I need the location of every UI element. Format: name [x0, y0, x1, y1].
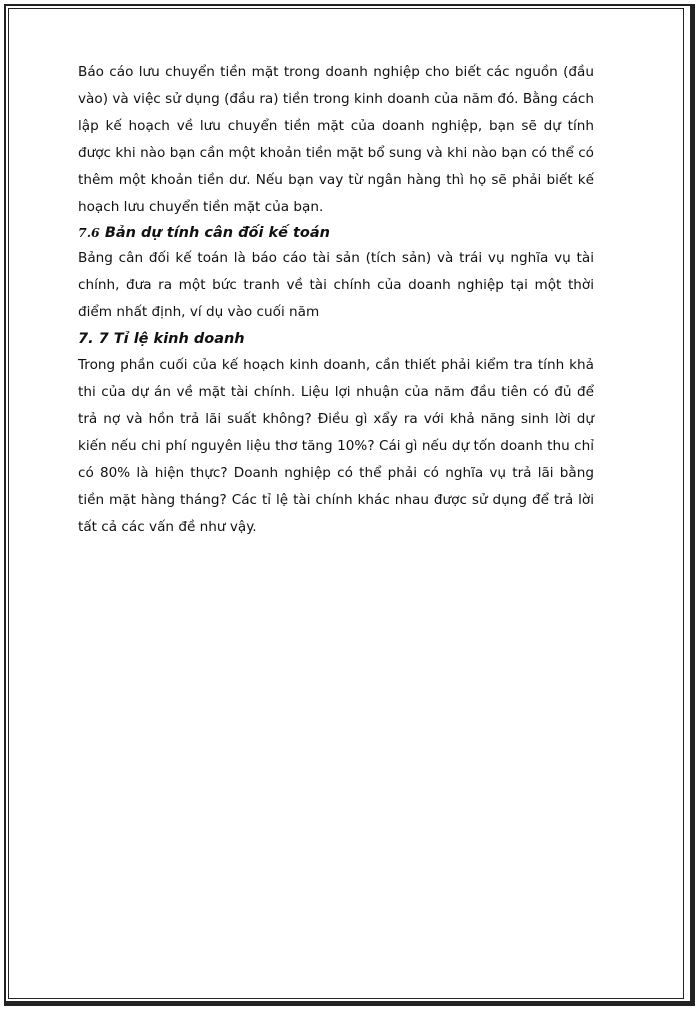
- section-7-6-number: 7.6: [78, 225, 100, 240]
- section-7-6-title: Bản dự tính cân đối kế toán: [104, 225, 331, 241]
- intro-paragraph: Báo cáo lưu chuyển tiền mặt trong doanh nghiệp cho biết các nguồn (đầu vào) và việc sử dụng (đầu ra) tiền trong kinh doanh của năm đó. Bằng cách lập kế hoạch về lưu chuyển tiền mặt của doanh nghiệp, bạn sẽ dự tính được khi nào bạn cần một khoản tiền mặt bổ sung và khi nào bạn có thể có thêm một khoản tiền dư. Nếu bạn vay từ ngân hàng thì họ sẽ phải biết kế hoạch lưu chuyển tiền mặt của bạn.: [78, 64, 594, 215]
- section-7-7-body: Trong phần cuối của kế hoạch kinh doanh, cần thiết phải kiểm tra tính khả thi của dự án về mặt tài chính. Liệu lợi nhuận của năm đầu tiên có đủ để trả nợ và hồn trả lãi suất không? Điều gì xẩy ra với khả năng sinh lời dự kiến nếu chi phí nguyên liệu thơ tăng 10%? Cái gì nếu dự tốn doanh thu chỉ có 80% là hiện thực? Doanh nghiệp có thể phải có nghĩa vụ trả lãi bằng tiền mặt hàng tháng? Các tỉ lệ tài chính khác nhau được sử dụng để trả lời tất cả các vấn đề như vậy.: [78, 357, 594, 535]
- page-border-shadow-right: [692, 4, 695, 1006]
- document-body: [78, 59, 594, 541]
- section-7-6-heading: [78, 221, 594, 245]
- section-7-7-heading: 7. 7 Tỉ lệ kinh doanh: [78, 331, 245, 347]
- section-7-6-body: Bảng cân đối kế toán là báo cáo tài sản (tích sản) và trái vụ nghĩa vụ tài chính, đưa ra một bức tranh về tài chính của doanh nghiệp tại một thời điểm nhất định, ví dụ vào cuối năm: [78, 250, 594, 320]
- page-border-shadow-bottom: [4, 1002, 694, 1006]
